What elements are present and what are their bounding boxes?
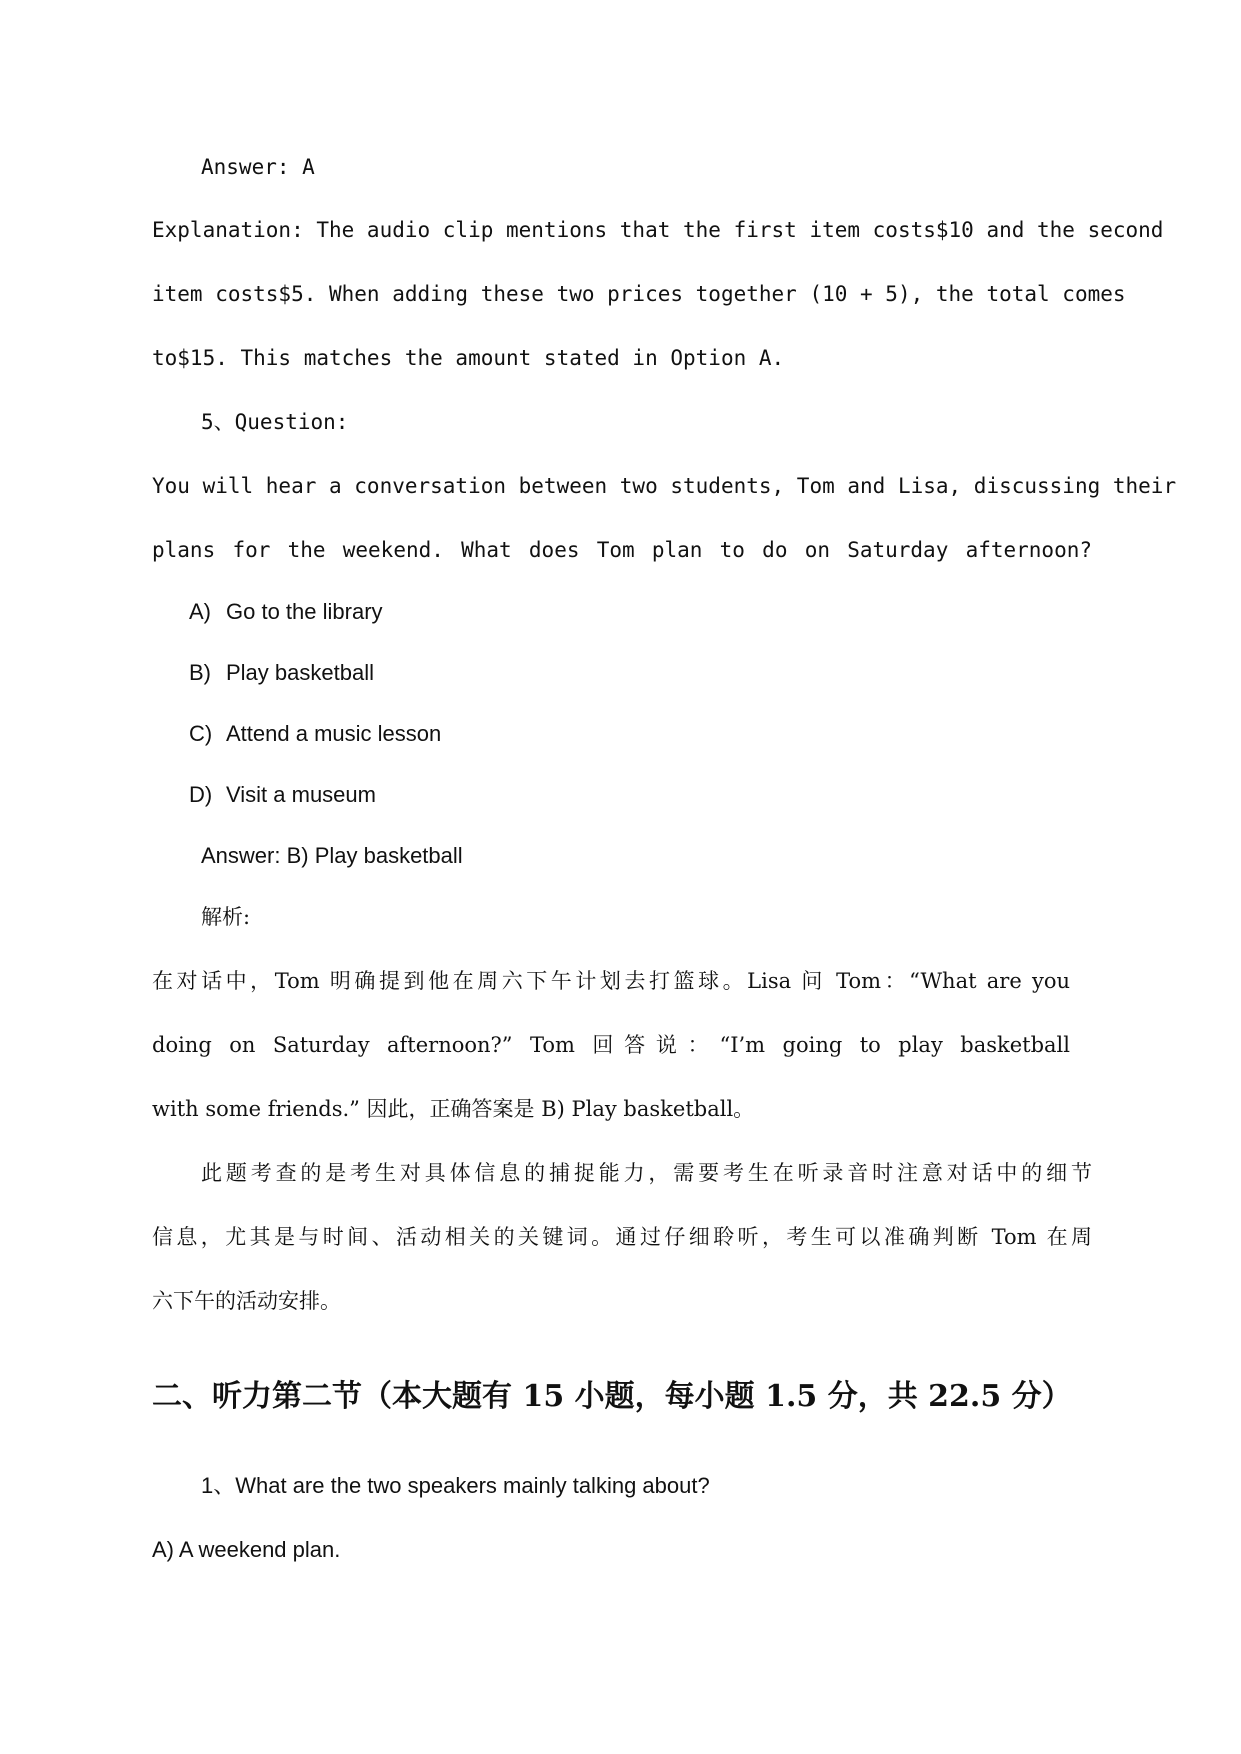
q5-answer: Answer: B) Play basketball [201, 843, 463, 868]
option-text: Attend a music lesson [226, 721, 442, 746]
option-d [189, 780, 1129, 810]
explanation-line: item costs$5. When adding these two prices together (10 + 5), the total comes [152, 282, 1126, 306]
q4-answer: Answer: A [201, 155, 315, 179]
option-a [189, 597, 1129, 627]
comment-line: 此题考查的是考生对具体信息的捕捉能力，需要考生在听录音时注意对话中的细节 [201, 1161, 1092, 1185]
option-text: Play basketball [226, 660, 374, 685]
explanation-line: Explanation: The audio clip mentions that the first item costs$10 and the second [152, 218, 1164, 242]
comment-line: 信息，尤其是与时间、活动相关的关键词。通过仔细聆听，考生可以准确判断 Tom 在周 [152, 1225, 1092, 1249]
option-c [189, 719, 1129, 749]
analysis-line: with some friends.” 因此，正确答案是 B) Play basketball。 [152, 1097, 755, 1121]
option-b [189, 658, 1129, 688]
q5-label: 5、Question: [201, 410, 349, 434]
option-text: Go to the library [226, 599, 383, 624]
option-letter: B) [189, 660, 211, 685]
option-letter: D) [189, 782, 213, 807]
analysis-line: 在对话中，Tom 明确提到他在周六下午计划去打篮球。Lisa 问 Tom：“What are you [152, 969, 1070, 993]
question-line: plans for the weekend. What does Tom plan to do on Saturday afternoon? [152, 538, 1092, 562]
analysis-label: 解析: [201, 905, 251, 929]
option-letter: C) [189, 721, 213, 746]
question-line: You will hear a conversation between two students, Tom and Lisa, discussing their [152, 474, 1177, 498]
explanation-line: to$15. This matches the amount stated in Option A. [152, 346, 785, 370]
section2-q1: 1、What are the two speakers mainly talking about? [201, 1473, 710, 1498]
comment-line: 六下午的活动安排。 [152, 1289, 341, 1313]
analysis-line: doing on Saturday afternoon?” Tom 回答说：“I’m going to play basketball [152, 1033, 1070, 1057]
option-text: Visit a museum [226, 782, 376, 807]
option-letter: A) [189, 599, 211, 624]
section-heading: 二、听力第二节（本大题有 15 小题，每小题 1.5 分，共 22.5 分） [152, 1379, 1072, 1414]
section2-q1-option-a: A) A weekend plan. [152, 1537, 341, 1562]
